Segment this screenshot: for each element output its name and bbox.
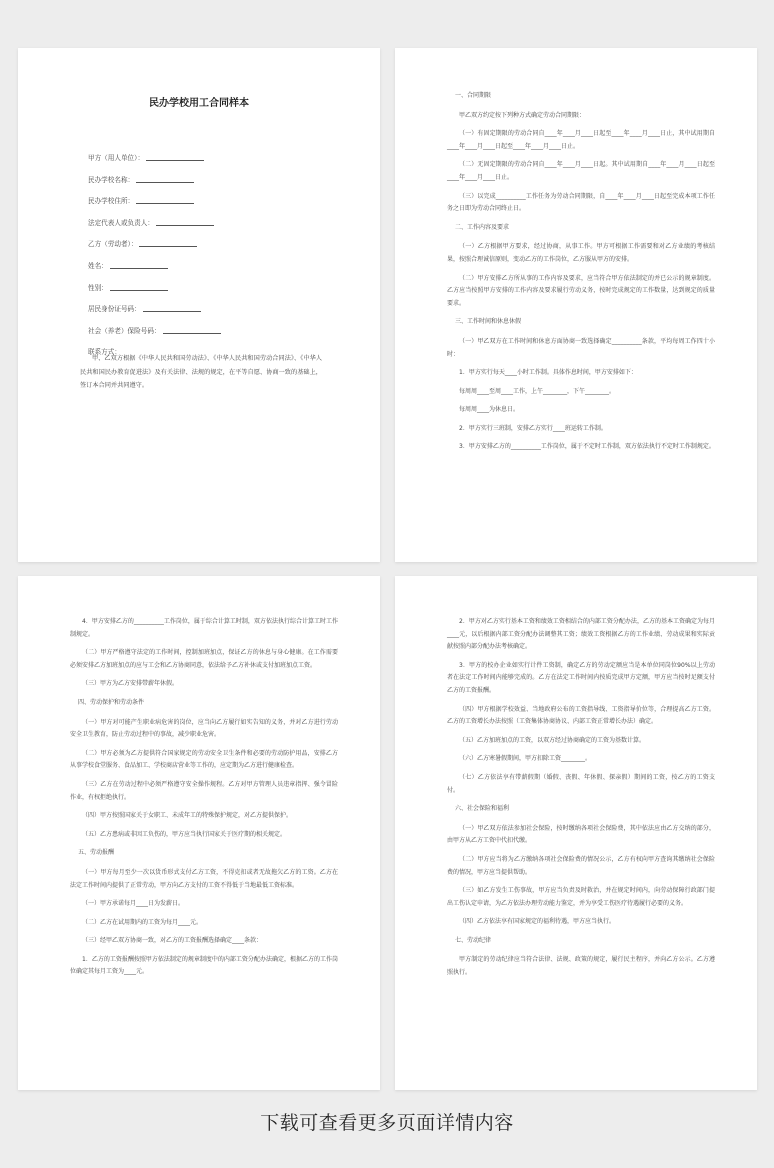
clause-paragraph: （五）乙方加班加点的工资，以双方经过协商确定的工资为基数计算。 [459,736,646,744]
clause-paragraph: （一）甲方承诺每月____日为发薪日。 [82,900,185,908]
form-field-blank [146,160,204,161]
clause-paragraph: 甲乙双方约定按下列种方式确定劳动合同期限： [459,111,586,119]
clause-paragraph: （二）乙方在试用期内的工资为每月____元。 [82,918,203,926]
document-page-4 [395,576,757,1090]
clause-paragraph: （一）甲方对可能产生职业病危害的岗位，应当向乙方履行如实告知的义务，并对乙方进行劳动安全卫生教育，防止劳动过程中的事故，减少职业危害。 [70,718,338,739]
clause-paragraph: （二）甲方应当将为乙方缴纳各项社会保险费的情况公示，乙方有权向甲方查询其缴纳社会保险费的情况，甲方应当提供帮助。 [447,855,715,876]
form-field-blank [110,268,168,269]
section-heading: 五、劳动报酬 [78,849,115,857]
form-field-label: 性别： [88,283,108,292]
clause-paragraph: （一）甲方每月至少一次以货币形式支付乙方工资，不得克扣或者无故拖欠乙方的工资。乙方在法定工作时间内提供了正常劳动，甲方向乙方支付的工资不得低于当地最低工资标准。 [70,868,338,889]
clause-paragraph: 3．甲方的校办企业如实行计件工资制，确定乙方的劳动定额应当是本单位同岗位90%以上劳动者在法定工作时间内能够完成的。乙方在法定工作时间内按质完成甲方定额，甲方应当按时足额支付乙方的工资报酬。 [447,661,715,694]
clause-paragraph: 3．甲方安排乙方的__________工作岗位，属于不定时工作制，双方依法执行不定时工作制规定。 [459,443,715,451]
clause-paragraph: 甲方制定的劳动纪律应当符合法律、法规、政策的规定，履行民主程序，并向乙方公示。乙方遵照执行。 [447,956,715,977]
document-page-2 [395,48,757,562]
form-field-label: 联系方式： [88,348,121,357]
clause-paragraph: 1．乙方的工资报酬按照甲方依法制定的规章制度中的内部工资分配办法确定，根据乙方的工作岗位确定其每月工资为____元。 [70,955,338,976]
form-field-row [88,260,168,270]
form-field-row [88,152,204,162]
form-field-row [88,195,194,205]
form-field-blank [136,182,194,183]
form-field-blank [136,203,194,204]
form-field-blank [143,311,201,312]
form-field-blank [163,333,221,334]
form-field-blank [156,225,214,226]
form-field-label: 姓名： [88,262,108,270]
document-page-3 [18,576,380,1090]
clause-paragraph: （二）甲方严格遵守法定的工作时间，控制加班加点，保证乙方的休息与身心健康。在工作需要必须安排乙方加班加点的应与工会和乙方协商同意，依法给予乙方补休或支付加班加点工资。 [70,649,338,669]
form-field-blank [110,290,168,291]
clause-paragraph: 2．甲方实行三班制，安排乙方实行____班运转工作制。 [459,424,607,432]
clause-paragraph: （二）无固定期限的劳动合同自____年____月____日起。其中试用期自____年____月____日起至____年____月____日止。 [447,161,715,181]
page-4-content [447,616,715,986]
page-2-content [447,90,715,460]
clause-paragraph: （三）如乙方发生工伤事故，甲方应当负责及时救治，并在规定时间内，向劳动保障行政部门提出工伤认定申请，为乙方依法办理劳动能力鉴定，并为享受工伤医疗待遇履行必要的义务。 [447,887,715,907]
section-heading: 三、工作时间和休息休假 [455,318,522,326]
clause-paragraph: （四）乙方依法享有国家规定的福利待遇，甲方应当执行。 [459,918,616,926]
form-field-label: 社会（养老）保险号码： [88,326,161,335]
form-field-label: 民办学校住所： [88,197,135,206]
clause-paragraph: 每周周____为休息日。 [459,406,520,414]
clause-paragraph: （三）甲方为乙方安排带薪年休假。 [82,680,179,688]
form-field-row [88,174,194,184]
clause-paragraph: （一）有固定期限的劳动合同自____年____月____日起至____年____月____日止，其中试用期自____年____月____日起至____年____月____日止。 [447,130,715,150]
clause-paragraph: （一）甲乙双方依法参加社会保险，按时缴纳各项社会保险费，其中依法应由乙方交纳的部分，由甲方从乙方工资中代扣代缴。 [447,824,715,845]
page-3-content [70,616,338,985]
form-field-row [88,217,214,227]
form-field-row [88,303,201,313]
form-field-row [88,282,168,292]
clause-paragraph: 1．甲方实行每天____小时工作制。具体作息时间，甲方安排如下： [459,369,637,377]
form-field-label: 乙方（劳动者）： [88,240,138,249]
section-heading: 六、社会保险和福利 [455,805,510,813]
section-heading: 二、工作内容及要求 [455,223,510,231]
clause-paragraph: （三）经甲乙双方协商一致，对乙方的工资报酬选择确定____条款： [82,937,263,945]
form-field-row [88,238,197,248]
clause-paragraph: 4．甲方安排乙方的__________工作岗位，属于综合计算工时制，双方依法执行综合计算工时工作制规定。 [70,618,338,638]
clause-paragraph: （三）以完成__________工作任务为劳动合同期限，自____年____月____日起至完成本项工作任务之日即为劳动合同终止日。 [447,192,715,213]
document-page-1 [18,48,380,562]
clause-paragraph: 2．甲方对乙方实行基本工资和绩效工资相结合的内部工资分配办法，乙方的基本工资确定为每月____元，以后根据内部工资分配办法调整其工资；绩效工资根据乙方的工作业绩、劳动成果和实际贡献按照内部分配办法考核确定。 [447,618,715,651]
document-title: 民办学校用工合同样本 [149,98,249,109]
download-more-link[interactable]: 下载可查看更多页面详情内容 [260,1112,514,1134]
clause-paragraph: 每周周____至周____工作，上午________，下午________。 [459,387,616,395]
form-field-row [88,325,221,335]
clause-paragraph: （二）甲方安排乙方所从事的工作内容及要求，应当符合甲方依法制定的并已公示的规章制度。乙方应当按照甲方安排的工作内容及要求履行劳动义务，按时完成规定的工作数量，达到规定的质量要求。 [447,274,715,307]
form-field-label: 居民身份证号码： [88,305,141,314]
clause-paragraph: （二）甲方必须为乙方提供符合国家规定的劳动安全卫生条件和必要的劳动防护用品，安排乙方从事学校食堂服务、食品加工、学校商店营业等工作的，应定期为乙方进行健康检查。 [70,749,338,770]
clause-paragraph: （四）甲方根据学校效益、当地政府公布的工资指导线、工资指导价位等，合理提高乙方工资。乙方的工资增长办法按照（工资集体协商协议、内部工资正常增长办法）确定。 [447,705,715,726]
form-field-label: 甲方（用人单位）： [88,154,145,162]
form-field-blank [139,246,197,247]
intro-paragraph: 甲、乙双方根据《中华人民共和国劳动法》、《中华人民共和国劳动合同法》、《中华人民共和国民办教育促进法》及有关法律、法规的规定，在平等自愿、协商一致的基础上，签订本合同并共同遵守。 [80,355,322,389]
form-field-label: 民办学校名称： [88,175,135,184]
section-heading: 四、劳动保护和劳动条件 [78,698,145,706]
clause-paragraph: （一）甲乙双方在工作时间和休息方面协商一致选择确定__________条款，平均每周工作四十小时： [447,337,715,358]
clause-paragraph: （五）乙方患病或非因工负伤的，甲方应当执行国家关于医疗期的相关规定。 [82,830,287,838]
clause-paragraph: （一）乙方根据甲方要求，经过协商，从事工作。甲方可根据工作需要和对乙方业绩的考核结果，按照合理诚信原则，变动乙方的工作岗位，乙方服从甲方的安排。 [447,243,715,263]
clause-paragraph: （七）乙方依法享有带薪假期（婚假、丧假、年休假、探亲假）期间的工资，按乙方的工资支付。 [447,773,715,794]
clause-paragraph: （四）甲方按照国家关于女职工、未成年工的特殊保护规定，对乙方提供保护。 [82,812,293,820]
clause-paragraph: （三）乙方在劳动过程中必须严格遵守安全操作规程。乙方对甲方管理人员违章指挥、强令冒险作业，有权拒绝执行。 [70,780,338,801]
form-field-label: 法定代表人或负责人： [88,218,154,227]
section-heading: 一、合同期限 [455,92,492,99]
section-heading: 七、劳动纪律 [455,936,492,944]
clause-paragraph: （六）乙方寒暑假期间，甲方扣除工资________。 [459,755,592,763]
